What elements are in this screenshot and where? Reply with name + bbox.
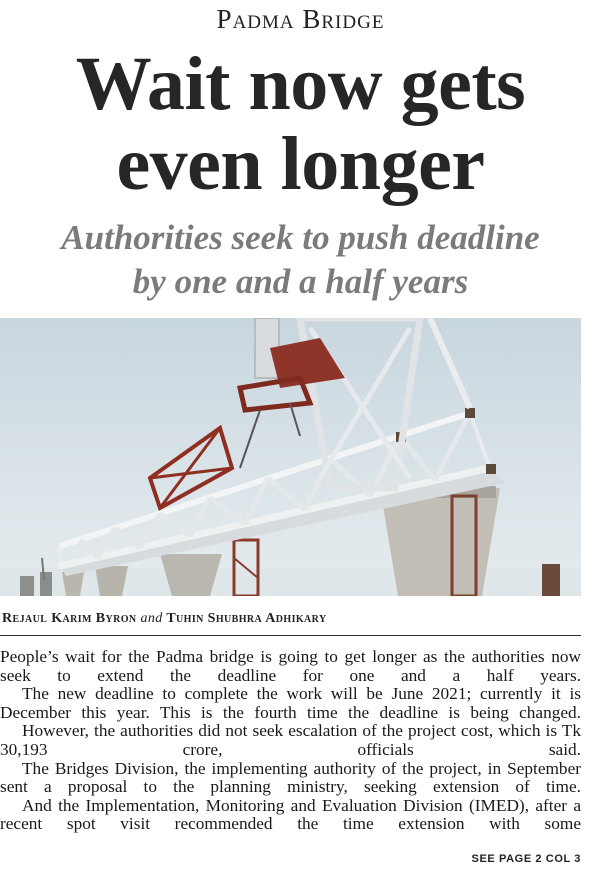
author-2: Tuhin Shubhra Adhikary — [166, 611, 327, 626]
subheadline — [0, 216, 601, 304]
byline — [2, 611, 327, 627]
author-1: Rejaul Karim Byron — [2, 611, 137, 626]
article-body — [0, 648, 581, 834]
continued-on-page-link: SEE PAGE 2 COL 3 — [471, 853, 581, 865]
byline-and: and — [140, 611, 163, 626]
bridge-construction-photo — [0, 318, 581, 596]
paragraph-3: However, the authorities did not seek escalation of the project cost, which is Tk 30,193 crore, officials said. — [0, 721, 581, 759]
bridge-photo-illustration — [0, 318, 581, 596]
headline — [0, 44, 601, 204]
subheadline-line-2: by one and a half years — [132, 262, 469, 301]
headline-line-1: Wait now gets — [75, 42, 526, 126]
paragraph-5: And the Implementation, Monitoring and Evaluation Division (IMED), after a recent spot visit recommended the time extension with some — [0, 795, 581, 834]
paragraph-4: The Bridges Division, the implementing authority of the project, in September sent a proposal to the planning ministry, seeking extension of time. — [0, 758, 581, 797]
section-kicker: Padma Bridge — [216, 4, 385, 34]
headline-line-2: even longer — [116, 122, 485, 206]
byline-divider — [0, 635, 581, 636]
subheadline-line-1: Authorities seek to push deadline — [61, 218, 540, 257]
paragraph-1: People’s wait for the Padma bridge is going to get longer as the authorities now seek to extend the deadline for one and a half years. — [0, 647, 581, 685]
paragraph-2: The new deadline to complete the work will be June 2021; currently it is December this year. This is the fourth time the deadline is being changed. — [0, 684, 581, 722]
